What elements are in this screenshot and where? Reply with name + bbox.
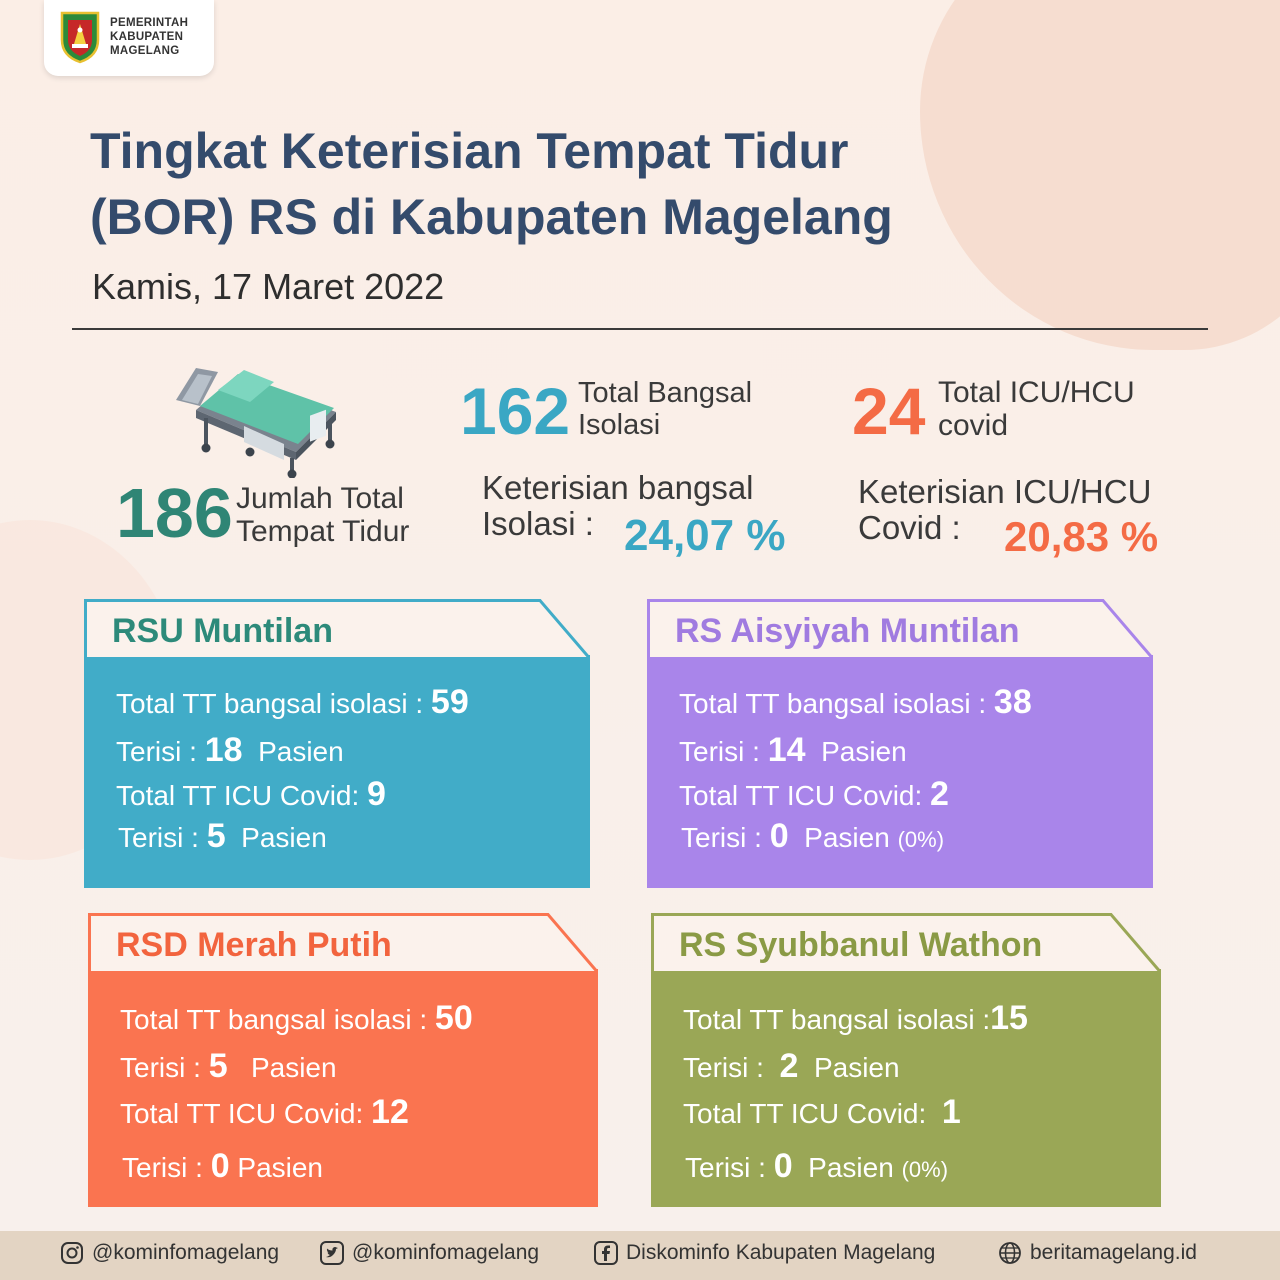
row-value: 5 — [208, 1047, 228, 1085]
page-title — [90, 118, 893, 250]
row-label: Terisi : — [120, 1052, 201, 1083]
isolation-occupancy-value: 24,07 % — [624, 511, 786, 560]
label-line: Jumlah Total — [236, 482, 404, 515]
isolation-filled-row — [679, 731, 907, 770]
facebook-link[interactable] — [594, 1241, 935, 1265]
facebook-icon — [594, 1241, 618, 1265]
isolation-total-label — [578, 378, 752, 442]
label-line: Total Bangsal — [578, 377, 753, 409]
row-label: Terisi : — [685, 1152, 766, 1183]
instagram-icon — [60, 1241, 84, 1265]
row-value: 1 — [941, 1093, 961, 1131]
label-line: Tempat Tidur — [236, 515, 410, 548]
hospital-name: RS Aisyiyah Muntilan — [675, 612, 1020, 650]
row-label: Total TT bangsal isolasi : — [683, 1004, 991, 1035]
row-value: 15 — [990, 999, 1028, 1037]
row-label: Total TT ICU Covid: — [116, 780, 360, 811]
row-label: Terisi : — [683, 1052, 764, 1083]
icu-beds-row — [683, 1093, 961, 1132]
row-label: Terisi : — [118, 822, 199, 853]
row-value: 2 — [779, 1047, 799, 1085]
hospital-card — [88, 913, 598, 1207]
hospital-name: RSU Muntilan — [112, 612, 333, 650]
label-line: Isolasi — [578, 408, 661, 441]
logo-line: PEMERINTAH — [110, 17, 189, 29]
hospital-name: RSD Merah Putih — [116, 926, 392, 964]
social-footer — [0, 1231, 1280, 1280]
twitter-icon — [320, 1241, 344, 1265]
row-label: Total TT ICU Covid: — [120, 1098, 364, 1129]
row-unit: Pasien — [808, 1152, 894, 1183]
title-line: (BOR) RS di Kabupaten Magelang — [90, 189, 893, 245]
instagram-handle: @kominfomagelang — [92, 1241, 280, 1264]
instagram-link[interactable] — [60, 1241, 279, 1265]
globe-icon — [998, 1241, 1022, 1265]
row-value: 0 — [773, 1147, 793, 1185]
row-percent: (0%) — [901, 1157, 949, 1182]
report-date: Kamis, 17 Maret 2022 — [92, 266, 445, 307]
row-label: Total TT bangsal isolasi : — [120, 1004, 428, 1035]
row-unit: Pasien — [821, 736, 907, 767]
label-line: Covid : — [858, 509, 961, 546]
logo-line: MAGELANG — [110, 45, 180, 57]
icu-filled-row — [118, 817, 327, 856]
isolation-beds-row — [683, 999, 1028, 1038]
row-value: 0 — [769, 817, 789, 855]
isolation-beds-row — [679, 683, 1032, 722]
row-value: 38 — [993, 683, 1032, 721]
hospital-card — [651, 913, 1161, 1207]
icu-beds-row — [116, 775, 386, 814]
row-value: 14 — [767, 731, 806, 769]
logo-line: KABUPATEN — [110, 31, 184, 43]
hospital-bed-icon — [166, 360, 346, 478]
twitter-handle: @kominfomagelang — [352, 1241, 540, 1264]
isolation-beds-row — [116, 683, 469, 722]
row-value: 2 — [930, 775, 949, 813]
row-label: Total TT ICU Covid: — [679, 780, 923, 811]
row-value: 50 — [434, 999, 473, 1037]
row-label: Terisi : — [116, 736, 197, 767]
label-line: Keterisian ICU/HCU — [858, 473, 1152, 510]
row-label: Terisi : — [681, 822, 762, 853]
hospital-card — [647, 599, 1153, 888]
website-link[interactable] — [998, 1241, 1197, 1265]
total-beds-label — [236, 482, 409, 548]
facebook-page: Diskominfo Kabupaten Magelang — [626, 1241, 936, 1264]
icu-filled-row — [122, 1147, 323, 1186]
hospital-card — [84, 599, 590, 888]
total-beds-value: 186 — [116, 474, 233, 552]
icu-total-label — [938, 376, 1135, 442]
label-line: Keterisian bangsal — [482, 469, 754, 506]
row-value: 12 — [371, 1093, 409, 1131]
row-value: 0 — [210, 1147, 230, 1185]
label-line: Total ICU/HCU — [938, 376, 1135, 409]
government-logo-badge — [44, 0, 214, 76]
row-value: 18 — [204, 731, 243, 769]
row-unit: Pasien — [813, 1052, 900, 1083]
row-unit: Pasien — [241, 822, 327, 853]
row-unit: Pasien — [237, 1152, 324, 1183]
label-line: Isolasi : — [482, 505, 594, 542]
background-blob — [920, 0, 1280, 350]
icu-beds-row — [120, 1093, 409, 1132]
label-line: covid — [938, 409, 1009, 442]
row-label: Total TT bangsal isolasi : — [679, 688, 987, 719]
magelang-emblem-icon — [58, 10, 102, 64]
isolation-filled-row — [683, 1047, 900, 1086]
isolation-beds-row — [120, 999, 473, 1038]
row-label: Total TT ICU Covid: — [683, 1098, 927, 1129]
isolation-filled-row — [116, 731, 344, 770]
row-unit: Pasien — [258, 736, 344, 767]
icu-filled-row — [681, 817, 944, 856]
row-value: 5 — [206, 817, 226, 855]
isolation-filled-row — [120, 1047, 337, 1086]
row-label: Terisi : — [679, 736, 760, 767]
logo-text — [110, 16, 188, 58]
row-label: Terisi : — [122, 1152, 203, 1183]
icu-beds-row — [679, 775, 949, 814]
row-percent: (0%) — [897, 827, 945, 852]
icu-total-value: 24 — [852, 374, 926, 448]
website-url: beritamagelang.id — [1030, 1241, 1197, 1264]
row-label: Total TT bangsal isolasi : — [116, 688, 424, 719]
row-value: 59 — [430, 683, 469, 721]
hospital-name: RS Syubbanul Wathon — [679, 926, 1043, 964]
title-line: Tingkat Keterisian Tempat Tidur — [90, 123, 849, 179]
icu-occupancy-value: 20,83 % — [1004, 513, 1159, 560]
twitter-link[interactable] — [320, 1241, 539, 1265]
row-unit: Pasien — [804, 822, 890, 853]
icu-filled-row — [685, 1147, 948, 1186]
row-unit: Pasien — [250, 1052, 337, 1083]
row-value: 9 — [367, 775, 386, 813]
isolation-total-value: 162 — [460, 374, 571, 448]
divider — [72, 328, 1208, 330]
